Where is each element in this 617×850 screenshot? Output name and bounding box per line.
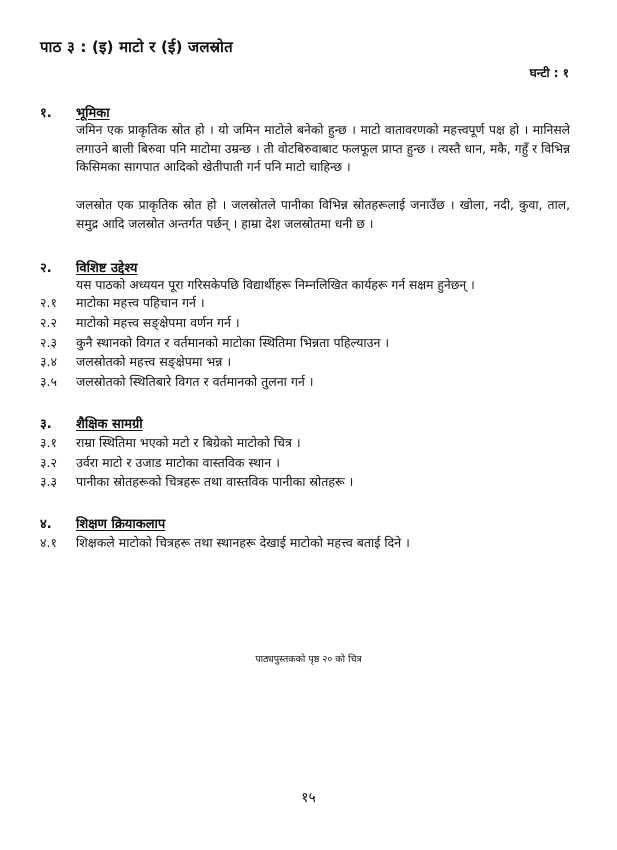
section-4-number: ४. — [40, 517, 52, 532]
activity-text: शिक्षकले माटोको चित्रहरू तथा स्थानहरू देखाई माटोको महत्त्व बताई दिने । — [76, 535, 410, 550]
objective-item — [40, 373, 580, 393]
material-text: राम्रा स्थितिमा भएको मटो र बिग्रेको माटोको चित्र । — [76, 435, 301, 450]
objective-text: कुनै स्थानको विगत र वर्तमानको माटोका स्थितिमा भिन्नता पहिल्याउन । — [76, 335, 390, 350]
section-2-title: विशिष्ट उद्देश्य — [76, 261, 138, 276]
objective-text: माटोको महत्त्व सङ्क्षेपमा वर्णन गर्न । — [76, 315, 240, 330]
section-2-intro: यस पाठको अध्ययन पूरा गरिसकेपछि विद्यार्थीहरू निम्नलिखित कार्यहरू गर्न सक्षम हुनेछन् । — [76, 278, 475, 292]
period-label: घन्टी : १ — [529, 66, 569, 80]
objective-text: जलस्रोतको स्थितिबारे विगत र वर्तमानको तुलना गर्न । — [76, 374, 314, 389]
material-number: ३.१ — [40, 435, 57, 450]
objective-item — [40, 314, 580, 334]
section-1-title: भूमिका — [76, 106, 110, 121]
section-1-paragraph-water: जलस्रोत एक प्राकृतिक स्रोत हो । जलस्रोतले पानीका विभिन्न स्रोतहरूलाई जनाउँछ । खोला, नदी, कुवा, ताल, समुद्र आदि जलस्रोत अन्तर्गत पर्छन् । हाम्रा देश जलस्रोतमा धनी छ । — [76, 198, 570, 231]
objective-item — [40, 353, 580, 373]
section-3-title: शैक्षिक सामग्री — [76, 417, 143, 432]
page-number: १५ — [301, 790, 316, 806]
material-item — [40, 434, 580, 454]
activity-number: ४.१ — [40, 535, 57, 550]
section-3-number: ३. — [40, 417, 52, 432]
objective-text: जलस्रोतको महत्त्व सङ्क्षेपमा भन्न । — [76, 354, 232, 369]
objective-item — [40, 294, 580, 314]
section-2-number: २. — [40, 261, 52, 276]
section-1-number: १. — [40, 106, 52, 121]
objective-number: ३.५ — [40, 374, 57, 389]
section-1-paragraph-soil: जमिन एक प्राकृतिक स्रोत हो । यो जमिन माटोले बनेको हुन्छ । माटो वातावरणको महत्त्वपूर्ण पक्ष हो । मानिसले लगाउने बाली बिरुवा पनि माटोमा उम्रन्छ । ती वोटबिरुवाबाट फलफूल प्राप्त हुन्छ । त्यस्तै धान, मकै, गहुँ र विभिन्न किसिमका सागपात आदिको खेतीपाती गर्न पनि माटो चाहिन्छ । — [76, 123, 570, 174]
material-item — [40, 454, 580, 474]
lesson-title: पाठ ३ : (इ) माटो र (ई) जलस्रोत — [40, 38, 233, 56]
material-text: पानीका स्रोतहरूको चित्रहरू तथा वास्तविक पानीका स्रोतहरू । — [76, 474, 354, 489]
material-text: उर्वरा माटो र उजाड माटोका वास्तविक स्थान । — [76, 455, 280, 470]
material-item — [40, 473, 580, 493]
objective-number: २.१ — [40, 295, 57, 310]
objective-number: ३.४ — [40, 354, 57, 369]
activity-item — [40, 534, 580, 554]
objective-text: माटोका महत्त्व पहिचान गर्न । — [76, 295, 205, 310]
material-number: ३.३ — [40, 474, 57, 489]
objective-item — [40, 334, 580, 354]
section-4-title: शिक्षण क्रियाकलाप — [76, 517, 166, 532]
material-number: ३.२ — [40, 455, 57, 470]
objective-number: २.२ — [40, 315, 57, 330]
figure-caption: पाठ्यपुस्तकको पृष्ठ २० को चित्र — [255, 654, 362, 665]
objective-number: २.३ — [40, 335, 57, 350]
